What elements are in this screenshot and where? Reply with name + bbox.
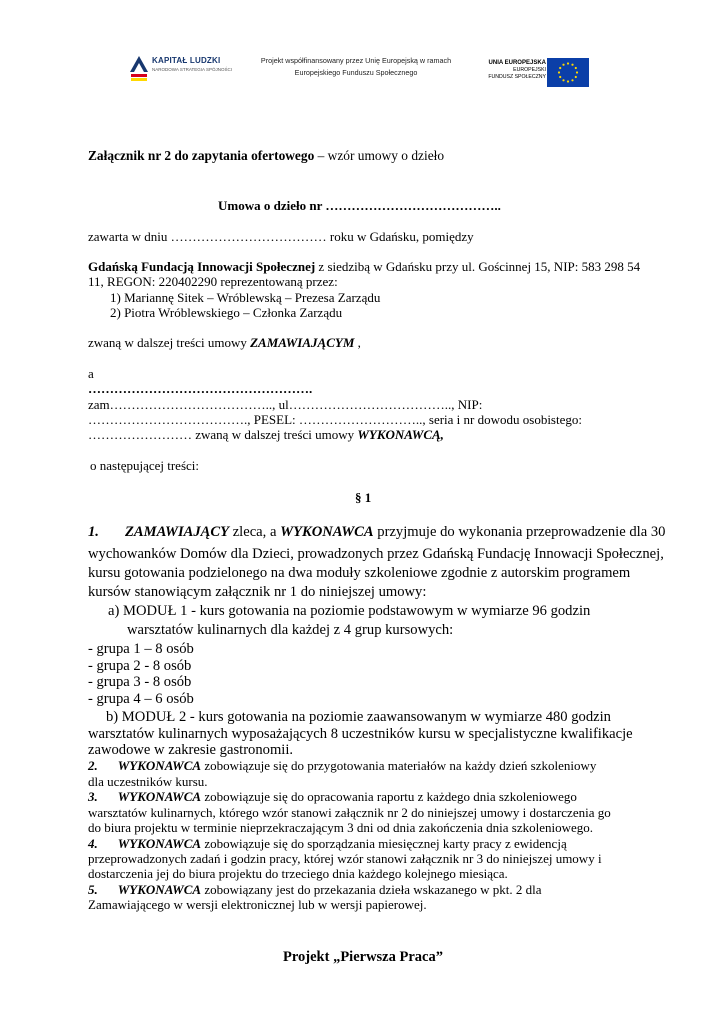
point4-line2: przeprowadzonych zadań i godzin pracy, której wzór stanowi załącznik nr 3 do niniejszej umowy i <box>88 851 602 866</box>
party2-called-pre: …………………… zwaną w dalszej treści umowy <box>88 427 358 442</box>
point4-line3: dostarczenia jej do biura projektu do trzeciego dnia każdego kolejnego miesiąca. <box>88 866 508 881</box>
eu-star <box>571 64 573 66</box>
module2-line1: b) MODUŁ 2 - kurs gotowania na poziomie zaawansowanym w wymiarze 480 godzin <box>106 709 611 725</box>
attachment-title-rest: – wzór umowy o dzieło <box>314 148 445 163</box>
eu-star <box>567 80 569 82</box>
party2-called-term: WYKONAWCĄ, <box>357 427 444 442</box>
point3-l1: zobowiązuje się do opracowania raportu z każdego dnia szkoleniowego <box>201 789 577 804</box>
party1-address: z siedzibą w Gdańsku przy ul. Gościnnej 15, NIP: 583 298 54 <box>315 259 641 274</box>
kapital-ludzki-subtitle: NARODOWA STRATEGIA SPÓJNOŚCI <box>152 67 233 72</box>
following-text: o następującej treści: <box>90 458 200 473</box>
project-note-line1: Projekt współfinansowany przez Unię Europejską w ramach <box>260 56 452 65</box>
eu-star <box>575 76 577 78</box>
party2-dots: ……………………………………………. <box>88 381 313 396</box>
party1-rep2: 2) Piotra Wróblewskiego – Członka Zarządu <box>110 305 343 320</box>
point2-line1 <box>88 758 596 773</box>
called1-term: ZAMAWIAJĄCYM <box>250 335 355 350</box>
eu-star <box>571 79 573 81</box>
called-wykonawca <box>88 427 444 442</box>
eu-star <box>562 64 564 66</box>
point3-num: 3. <box>88 789 98 804</box>
attachment-title <box>88 148 444 163</box>
party2-pesel: ………………………………., PESEL: ……………………….., seria i nr dowodu osobistego: <box>88 412 582 427</box>
point5-term: WYKONAWCA <box>117 882 202 897</box>
kapital-ludzki-emblem-icon <box>128 54 150 84</box>
p1-wykonawca: WYKONAWCA <box>280 524 374 540</box>
point4-line1 <box>88 836 567 851</box>
eu-star <box>562 79 564 81</box>
point1-num: 1. <box>88 524 99 540</box>
party1-line2: 11, REGON: 220402290 reprezentowaną przez: <box>88 274 338 289</box>
concluded-line: zawarta w dniu ……………………………… roku w Gdańsku, pomiędzy <box>88 229 474 244</box>
eu-star <box>576 71 578 73</box>
called-zamawiajacy <box>88 335 361 350</box>
party1-name: Gdańską Fundacją Innowacji Społecznej <box>88 259 316 274</box>
p1-t4: przyjmuje do wykonania przeprowadzenie dla 30 <box>373 524 666 540</box>
point4-l1: zobowiązuje się do sporządzania miesięcznej karty pracy z ewidencją <box>201 836 567 851</box>
eu-star <box>559 67 561 69</box>
module1-line2: warsztatów kulinarnych dla każdej z 4 grup kursowych: <box>127 622 454 638</box>
ue-line3: FUNDUSZ SPOŁECZNY <box>488 74 546 80</box>
eu-flag-icon <box>547 58 589 87</box>
section-heading: § 1 <box>355 490 372 505</box>
point5-line2: Zamawiającego w wersji elektronicznej lub w wersji papierowej. <box>88 897 427 912</box>
eu-star <box>575 67 577 69</box>
point1-line4: kursów stanowiącym załącznik nr 1 do niniejszej umowy: <box>88 584 427 600</box>
ue-label <box>484 60 546 81</box>
eu-star <box>559 76 561 78</box>
contract-title: Umowa o dzieło nr ………………………………….. <box>218 198 501 213</box>
point3-line2: warsztatów kulinarnych, którego wzór stanowi załącznik nr 2 do niniejszej umowy i dostarczenia go <box>88 805 611 820</box>
point2-line2: dla uczestników kursu. <box>88 774 208 789</box>
eu-star <box>567 62 569 64</box>
party2-a: a <box>88 366 94 381</box>
point3-line1 <box>88 789 577 804</box>
p1-t2: zleca, a <box>229 524 281 540</box>
called1-pre: zwaną w dalszej treści umowy <box>88 335 251 350</box>
group-1: - grupa 1 – 8 osób <box>88 641 194 657</box>
point2-l1: zobowiązuje się do przygotowania materiałów na każdy dzień szkoleniowy <box>201 758 597 773</box>
point4-num: 4. <box>88 836 98 851</box>
ue-title: UNIA EUROPEJSKA <box>488 60 546 66</box>
point5-line1 <box>88 882 541 897</box>
kapital-ludzki-logo <box>128 54 233 86</box>
group-4: - grupa 4 – 6 osób <box>88 691 194 707</box>
point4-term: WYKONAWCA <box>117 836 202 851</box>
point2-num: 2. <box>88 758 98 773</box>
module2-line2: warsztatów kulinarnych wyposażających 8 uczestników kursu w specjalistyczne kwalifikacje <box>88 726 633 742</box>
project-cofinance-note <box>236 55 476 79</box>
attachment-title-bold: Załącznik nr 2 do zapytania ofertowego <box>88 148 315 163</box>
party2-address: zam……………………………….., ul……………………………….., NIP: <box>88 397 483 412</box>
module1-line1: a) MODUŁ 1 - kurs gotowania na poziomie podstawowym w wymiarze 96 godzin <box>108 603 591 619</box>
point2-term: WYKONAWCA <box>117 758 202 773</box>
point1-line3: kursu gotowania podzielonego na dwa moduły szkoleniowe zgodnie z autorskim programem <box>88 565 631 581</box>
group-3: - grupa 3 - 8 osób <box>88 674 192 690</box>
eu-star <box>558 71 560 73</box>
ue-line2: EUROPEJSKI <box>513 67 546 73</box>
point3-line3: do biura projektu w terminie nieprzekraczającym 3 dni od dnia zakończenia dnia szkoleniowego. <box>88 820 594 835</box>
called1-post: , <box>354 335 361 350</box>
group-2: - grupa 2 - 8 osób <box>88 658 192 674</box>
point5-num: 5. <box>88 882 98 897</box>
point3-term: WYKONAWCA <box>117 789 202 804</box>
point5-l1: zobowiązany jest do przekazania dzieła wskazanego w pkt. 2 dla <box>201 882 542 897</box>
point1-line2: wychowanków Domów dla Dzieci, prowadzonych przez Gdańską Fundację Innowacji Społecznej, <box>88 546 664 562</box>
point1-line1 <box>88 524 666 541</box>
project-note-line2: Europejskiego Funduszu Społecznego <box>294 68 418 77</box>
party1-rep1: 1) Mariannę Sitek – Wróblewską – Prezesa Zarządu <box>110 290 381 305</box>
kapital-ludzki-title: KAPITAŁ LUDZKI <box>152 56 221 65</box>
party1-line1 <box>88 259 701 274</box>
module2-line3: zawodowe w zakresie gastronomii. <box>88 742 294 758</box>
footer-project-name: Projekt „Pierwsza Praca” <box>283 949 443 965</box>
p1-zamawiajacy: ZAMAWIAJĄCY <box>124 524 230 540</box>
